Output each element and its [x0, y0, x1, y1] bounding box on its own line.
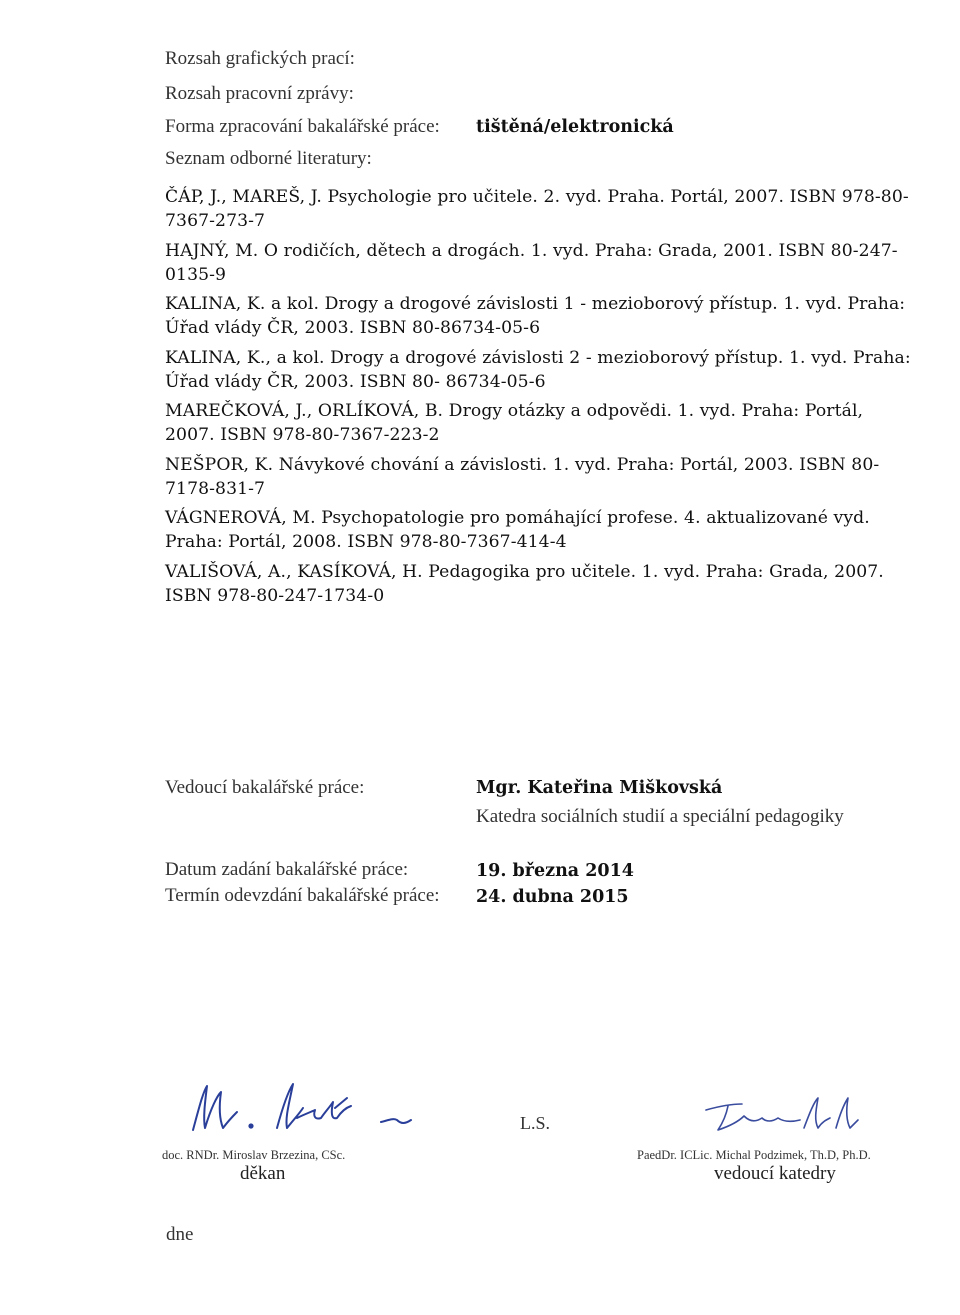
- deadline-value: 24. dubna 2015: [476, 887, 629, 907]
- head-role: vedoucí katedry: [714, 1163, 836, 1184]
- bibliography-entry: ČÁP, J., MAREŠ, J. Psychologie pro učitele. 2. vyd. Praha. Portál, 2007. ISBN 978-80-7367-273-7: [165, 187, 909, 231]
- bibliography-entry: KALINA, K., a kol. Drogy a drogové závislosti 2 - mezioborový přístup. 1. vyd. Praha: Úřad vlády ČR, 2003. ISBN 80- 86734-05-6: [165, 347, 911, 392]
- supervisor-label: Vedoucí bakalářské práce:: [165, 777, 365, 798]
- head-signature: [700, 1092, 860, 1138]
- form-label: Forma zpracování bakalářské práce:: [165, 116, 440, 137]
- literature-label: Seznam odborné literatury:: [165, 148, 372, 169]
- dean-name: doc. RNDr. Miroslav Brzezina, CSc.: [162, 1148, 346, 1162]
- supervisor-name: Mgr. Kateřina Miškovská: [476, 778, 723, 798]
- dean-signature: [185, 1078, 415, 1138]
- head-name: PaedDr. ICLic. Michal Podzimek, Th.D, Ph.D.: [637, 1148, 871, 1162]
- report-length-label: Rozsah pracovní zprávy:: [165, 83, 354, 104]
- supervisor-department: Katedra sociálních studií a speciální pedagogiky: [476, 806, 844, 827]
- bibliography-entry: KALINA, K. a kol. Drogy a drogové závislosti 1 - mezioborový přístup. 1. vyd. Praha: Úřad vlády ČR, 2003. ISBN 80-86734-05-6: [165, 294, 906, 338]
- bibliography-entry: HAJNÝ, M. O rodičích, dětech a drogách. 1. vyd. Praha: Grada, 2001. ISBN 80-247-0135-9: [165, 240, 898, 285]
- form-value: tištěná/elektronická: [476, 117, 674, 137]
- deadline-label: Termín odevzdání bakalářské práce:: [165, 885, 440, 906]
- graphic-works-label: Rozsah grafických prací:: [165, 48, 355, 69]
- dean-role: děkan: [240, 1163, 286, 1184]
- bibliography-entry: VALIŠOVÁ, A., KASÍKOVÁ, H. Pedagogika pro učitele. 1. vyd. Praha: Grada, 2007. ISBN 978-80-247-1734-0: [165, 561, 884, 606]
- bibliography-entry: MAREČKOVÁ, J., ORLÍKOVÁ, B. Drogy otázky a odpovědi. 1. vyd. Praha: Portál, 2007. ISBN 978-80-7367-223-2: [165, 401, 864, 445]
- bibliography-list: [165, 185, 915, 613]
- assigned-date-label: Datum zadání bakalářské práce:: [165, 859, 409, 880]
- bibliography-entry: NEŠPOR, K. Návykové chování a závislosti. 1. vyd. Praha: Portál, 2003. ISBN 80-7178-831-7: [165, 454, 880, 499]
- date-label: dne: [166, 1224, 194, 1245]
- bibliography-entry: VÁGNEROVÁ, M. Psychopatologie pro pomáhající profese. 4. aktualizované vyd. Praha: Portál, 2008. ISBN 978-80-7367-414-4: [165, 508, 870, 552]
- assigned-date-value: 19. března 2014: [476, 861, 634, 881]
- seal-mark: L.S.: [520, 1113, 551, 1133]
